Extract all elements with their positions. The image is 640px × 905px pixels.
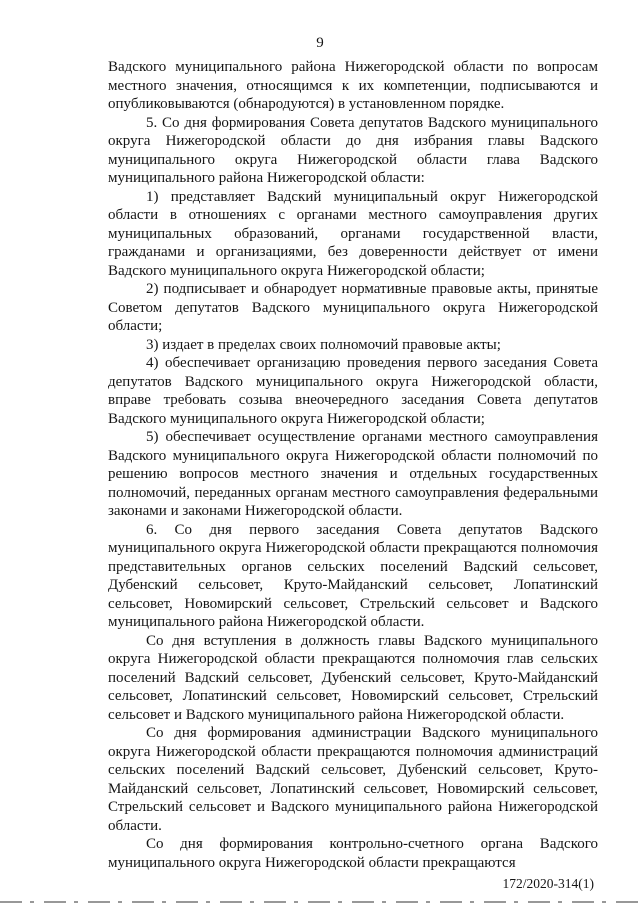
paragraph-subitem-4: 4) обеспечивает организацию проведения первого заседания Совета депутатов Вадского муниципального округа Нижегородской области, вправе требовать созыва внеочередного заседания Совета депутатов Вадского муниципального округа Нижегородской области; [108,355,598,427]
page-number: 9 [316,35,324,51]
paragraph-item-6: 6. Со дня первого заседания Совета депутатов Вадского муниципального округа Нижегородской области прекращаются полномочия представительных органов сельских поселений Вадский сельсовет, Дубенский сельсовет, Круто-Майданский сельсовет, Лопатинский сельсовет, Новомирский сельсовет, Стрельский сельсовет и Вадского муниципального района Нижегородской области. [108,521,598,630]
paragraph-item-5: 5. Со дня формирования Совета депутатов Вадского муниципального округа Нижегородской области до дня избрания главы Вадского муниципального округа Нижегородской области глава Вадского муниципального района Нижегородской области: [108,114,598,186]
paragraph-subitem-5: 5) обеспечивает осуществление органами местного самоуправления Вадского муниципального округа Нижегородской области полномочий по решению вопросов местного значения и отдельных государственных полномочий, переданных органам местного самоуправления федеральными законами и законами Нижегородской области. [108,429,598,519]
paragraph-subitem-3: 3) издает в пределах своих полномочий правовые акты; [146,336,501,353]
paragraph-continuation: Вадского муниципального района Нижегородской области по вопросам местного значения, относящимся к их компетенции, подписываются и опубликовываются (обнародуются) в установленном порядке. [108,59,598,112]
paragraph-subitem-1: 1) представляет Вадский муниципальный округ Нижегородской области в отношениях с органами местного самоуправления других муниципальных образований, органами государственной власти, гражданами и организациями, без доверенности действует от имени Вадского муниципального округа Нижегородской области; [108,188,598,279]
paragraph-control-body-termination: Со дня формирования контрольно-счетного органа Вадского муниципального округа Нижегородской области прекращаются [108,836,598,871]
paragraph-administrations-termination: Со дня формирования администрации Вадского муниципального округа Нижегородской области прекращаются полномочия администраций сельских поселений Вадский сельсовет, Дубенский сельсовет, Круто-Майданский сельсовет, Лопатинский сельсовет, Новомирский сельсовет, Стрельский сельсовет и Вадского муниципального района Нижегородской области. [108,725,598,834]
paragraph-heads-termination: Со дня вступления в должность главы Вадского муниципального округа Нижегородской области прекращаются полномочия глав сельских поселений Вадский сельсовет, Дубенский сельсовет, Круто-Майданский сельсовет, Лопатинский сельсовет, Новомирский сельсовет, Стрельский сельсовет и Вадского муниципального района Нижегородской области. [108,632,598,723]
document-id: 172/2020-314(1) [502,876,594,891]
document-body [108,58,598,872]
scan-edge-line [0,901,640,903]
paragraph-subitem-2: 2) подписывает и обнародует нормативные правовые акты, принятые Советом депутатов Вадского муниципального округа Нижегородской области; [108,281,598,334]
